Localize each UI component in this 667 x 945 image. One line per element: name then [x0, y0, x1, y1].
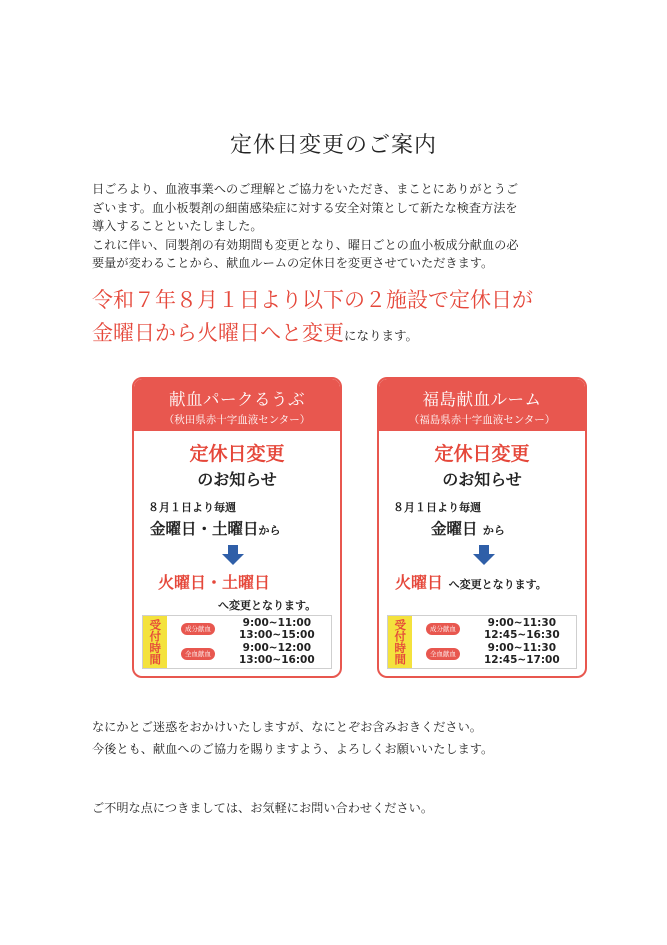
headline-line2-main: 金曜日から火曜日へと変更: [92, 321, 344, 345]
donation-type-badge: 成分献血: [181, 623, 215, 635]
headline-line2-suffix: になります。: [344, 328, 419, 343]
intro-line: 日ごろより、血液事業へのご理解とご協力をいただき、まことにありがとうご: [92, 182, 519, 196]
page-title: 定休日変更のご案内: [229, 133, 437, 158]
hours-row: [181, 643, 327, 667]
facility-name: 献血パークるうぶ: [169, 390, 305, 409]
time-range: 9:00~11:00: [242, 617, 311, 629]
time-range: 9:00~11:30: [487, 617, 556, 629]
notice-card-fukushima: [377, 377, 587, 678]
time-range: 12:45~16:30: [484, 628, 560, 641]
reception-hours: [387, 615, 577, 669]
headline-line1: 令和７年８月１日より以下の２施設で定休日が: [92, 288, 533, 312]
facility-name: 福島献血ルーム: [422, 390, 542, 409]
intro-line: ざいます。血小板製剤の細菌感染症に対する安全対策として新たな検査方法を: [92, 200, 518, 215]
new-closed-days: [158, 570, 270, 593]
new-days-text: 火曜日・土曜日: [158, 573, 271, 592]
card-header: [134, 379, 340, 431]
facility-org: （秋田県赤十字血液センター）: [163, 414, 311, 426]
old-days-text: 金曜日: [431, 520, 478, 538]
reception-label: 受付時間: [143, 616, 167, 668]
reception-label: 受付時間: [388, 616, 412, 668]
headline-line2: [92, 317, 612, 352]
card-body: [134, 431, 340, 674]
time-range: 9:00~12:00: [242, 642, 311, 654]
hours-row: [426, 618, 572, 642]
facility-org: （福島県赤十字血液センター）: [408, 414, 556, 426]
contact-note: ご不明な点につきましては、お気軽にお問い合わせください。: [92, 801, 434, 815]
from-date: ８月１日より毎週: [148, 501, 236, 514]
new-days-text: 火曜日: [395, 573, 444, 592]
hours-row: [426, 643, 572, 667]
intro-line: 要量が変わることから、献血ルームの定休日を変更させていただきます。: [92, 256, 494, 270]
time-range: 13:00~16:00: [239, 653, 315, 666]
hours-times: [484, 618, 560, 641]
notice-title: 定休日変更: [434, 443, 530, 465]
hours-times: [239, 618, 315, 641]
time-range: 9:00~11:30: [487, 642, 556, 654]
card-body: [379, 431, 585, 674]
donation-type-badge: 全血献血: [181, 648, 215, 660]
down-arrow-icon: [222, 545, 244, 565]
reception-hours: [142, 615, 332, 669]
closing-line: 今後とも、献血へのご協力を賜りますよう、よろしくお願いいたします。: [92, 742, 494, 756]
hours-times: [239, 643, 315, 666]
old-days-suffix: から: [258, 524, 281, 537]
intro-paragraph: [92, 180, 592, 273]
donation-type-badge: 全血献血: [426, 648, 460, 660]
closing-paragraph: [92, 716, 612, 760]
from-date: ８月１日より毎週: [393, 501, 481, 514]
time-range: 12:45~17:00: [484, 653, 560, 666]
old-closed-days: [431, 517, 505, 539]
closing-line: なにかとご迷惑をおかけいたしますが、なにとぞお含みおきください。: [92, 720, 482, 734]
headline: [92, 284, 612, 352]
new-closed-days: [395, 570, 547, 593]
change-note: へ変更となります。: [218, 599, 317, 612]
card-header: [379, 379, 585, 431]
down-arrow-icon: [473, 545, 495, 565]
old-closed-days: [150, 517, 281, 539]
time-range: 13:00~15:00: [239, 628, 315, 641]
notice-subtitle: のお知らせ: [442, 470, 522, 489]
notice-card-akita: [132, 377, 342, 678]
hours-row: [181, 618, 327, 642]
new-days-suffix: へ変更となります。: [448, 578, 547, 591]
hours-times: [484, 643, 560, 666]
old-days-text: 金曜日・土曜日: [150, 520, 259, 538]
notice-title: 定休日変更: [189, 443, 285, 465]
notice-subtitle: のお知らせ: [197, 470, 277, 489]
intro-line: 導入することといたしました。: [92, 219, 263, 233]
intro-line: これに伴い、同製剤の有効期間も変更となり、曜日ごとの血小板成分献血の必: [92, 237, 519, 252]
donation-type-badge: 成分献血: [426, 623, 460, 635]
old-days-suffix: から: [482, 524, 505, 537]
